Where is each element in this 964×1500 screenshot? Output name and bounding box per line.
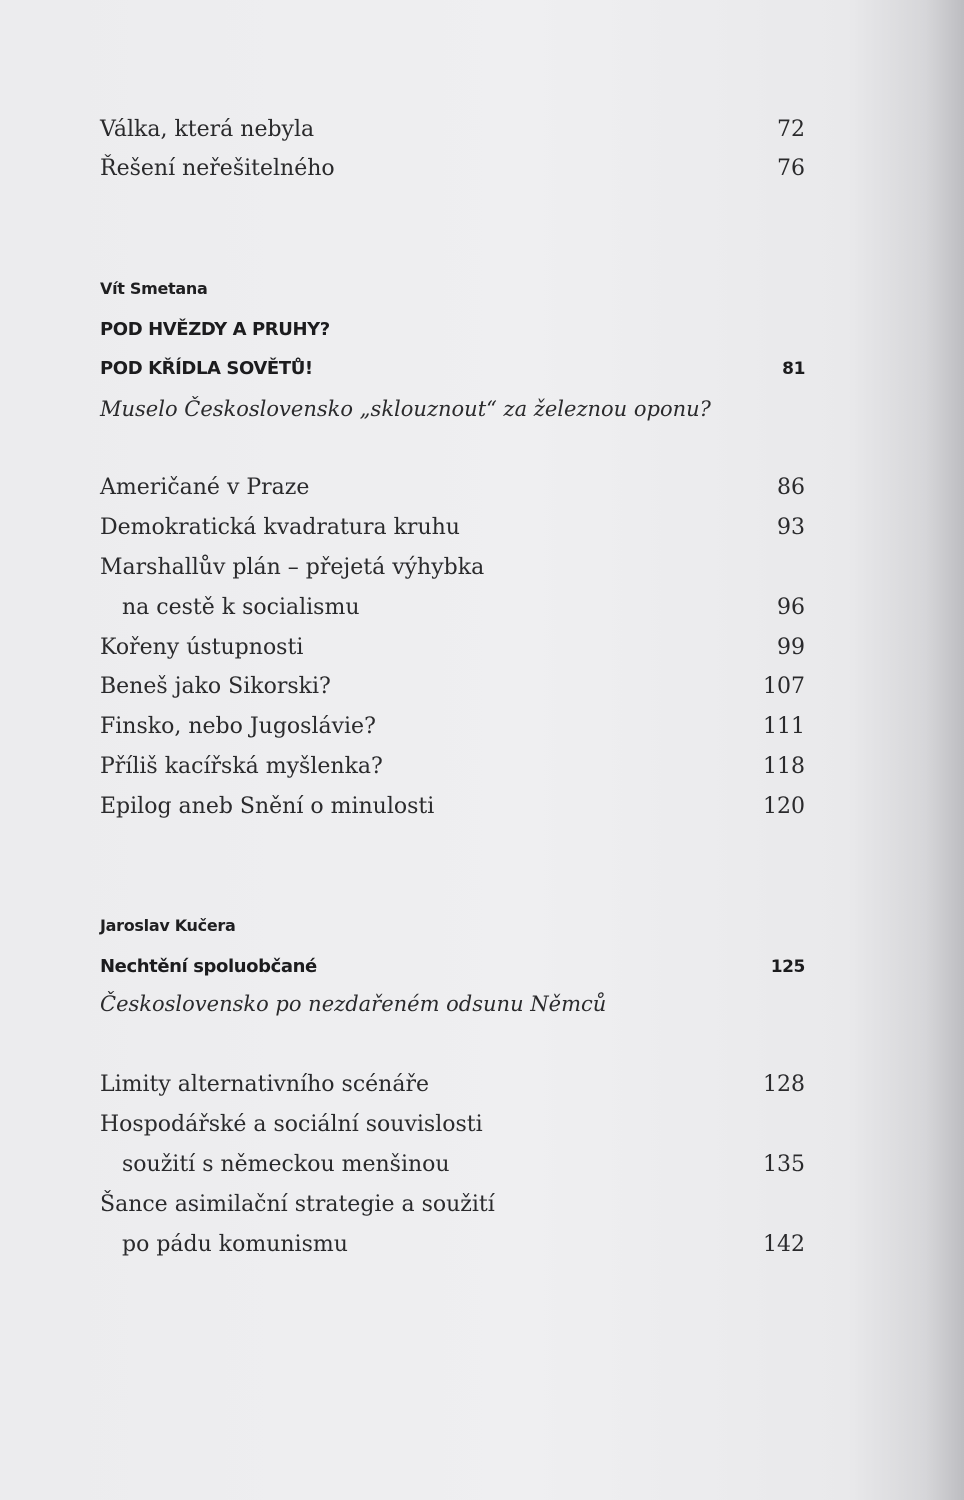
chapter-heading-line: POD HVĚZDY A PRUHY? [100,319,330,340]
toc-entry-title: Američané v Praze [100,475,310,500]
toc-entry-title: Řešení neřešitelného [100,156,335,181]
toc-entry [100,667,805,707]
chapter-heading [100,352,805,386]
toc-entry [100,787,805,827]
toc-entry-title: Marshallův plán – přejetá výhybka [100,555,485,580]
toc-entry [100,1065,805,1105]
toc-entry-page: 111 [763,714,805,739]
toc-entry [100,1145,805,1185]
toc-entry [100,110,805,150]
toc-entry [100,747,805,787]
toc-entry-page: 120 [763,794,805,819]
chapter-heading-line: POD KŘÍDLA SOVĚTŮ! [100,358,313,379]
chapter-author: Vít Smetana [100,279,208,298]
toc-entry-page: 93 [777,515,805,540]
chapter-heading [100,313,805,347]
toc-entry [100,548,805,588]
chapter-author: Jaroslav Kučera [100,916,236,935]
toc-entry-page: 72 [777,117,805,142]
toc-entry-title: Beneš jako Sikorski? [100,674,331,699]
toc-entry-title: Příliš kacířská myšlenka? [100,754,383,779]
toc-entry-title: po pádu komunismu [122,1232,348,1257]
toc-entry-title: Epilog aneb Snění o minulosti [100,794,435,819]
toc-entry-page: 128 [763,1072,805,1097]
toc-entry-title: Válka, která nebyla [100,117,315,142]
chapter-heading-line: Nechtění spoluobčané [100,956,317,977]
toc-entry [100,588,805,628]
toc-entry [100,1225,805,1265]
toc-entry-page: 76 [777,156,805,181]
toc-entry-page: 99 [777,635,805,660]
chapter-heading [100,950,805,984]
toc-entry-page: 96 [777,595,805,620]
toc-entry-page: 135 [763,1152,805,1177]
toc-entry [100,149,805,189]
toc-entry-page: 142 [763,1232,805,1257]
toc-entry-page: 107 [763,674,805,699]
toc-entry [100,508,805,548]
toc-entry-title: Šance asimilační strategie a soužití [100,1192,495,1217]
toc-entry-page: 86 [777,475,805,500]
toc-entry [100,707,805,747]
toc-entry-title: na cestě k socialismu [122,595,360,620]
toc-entry [100,1185,805,1225]
chapter-page: 125 [770,957,805,977]
toc-entry-title: Demokratická kvadratura kruhu [100,515,460,540]
toc-entry [100,468,805,508]
toc-entry-title: Finsko, nebo Jugoslávie? [100,714,376,739]
toc-entry [100,628,805,668]
toc-entry [100,1105,805,1145]
toc-entry-title: soužití s německou menšinou [122,1152,450,1177]
toc-entry-title: Hospodářské a sociální souvislosti [100,1112,483,1137]
chapter-subtitle: Muselo Československo „sklouznout“ za železnou oponu? [100,397,711,421]
chapter-subtitle: Československo po nezdařeném odsunu Němců [100,992,607,1016]
toc-entry-title: Kořeny ústupnosti [100,635,304,660]
chapter-page: 81 [782,359,805,379]
toc-entry-page: 118 [763,754,805,779]
toc-entry-title: Limity alternativního scénáře [100,1072,429,1097]
